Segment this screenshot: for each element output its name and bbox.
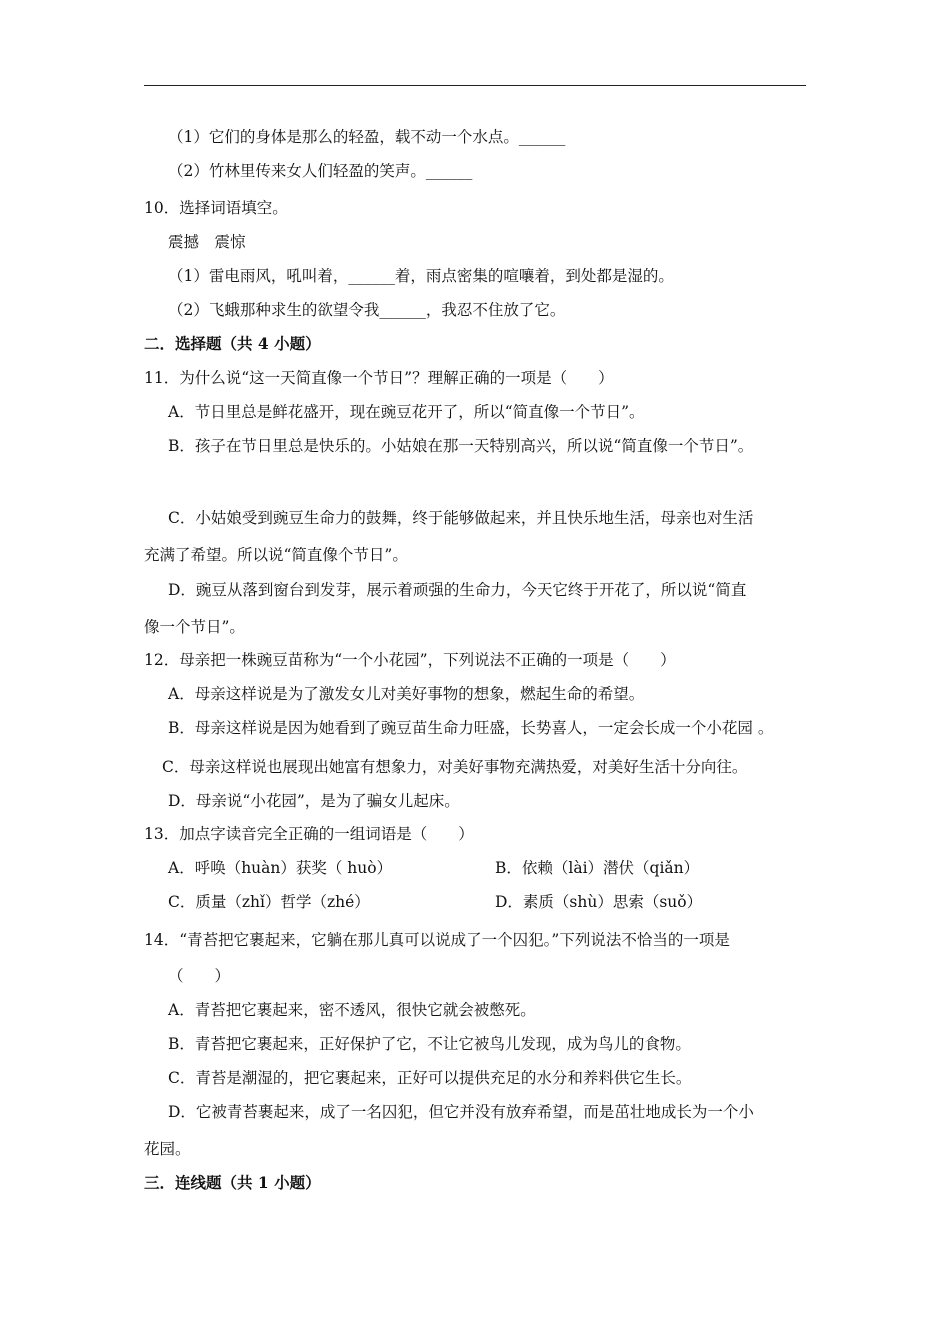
q9-item-2-blank: ______: [425, 162, 473, 180]
q14-option-c: C．青苔是潮湿的，把它裹起来，正好可以提供充足的水分和养料供它生长。: [168, 1069, 692, 1087]
q10-item-1-blank: ______: [348, 267, 395, 285]
q12-option-a: A．母亲这样说是为了激发女儿对美好事物的想象，燃起生命的希望。: [168, 685, 645, 703]
q13-option-b: B．依赖（lài）潜伏（qiǎn）: [495, 859, 700, 877]
q11-stem: 11．为什么说“这一天简直像一个节日”？理解正确的一项是（ ）: [144, 369, 614, 387]
q10-item-1: （1）雷电雨风，吼叫着，______着，雨点密集的喧嚷着，到处都是湿的。: [168, 267, 674, 285]
q11-option-b: B．孩子在节日里总是快乐的。小姑娘在那一天特别高兴，所以说“简直像一个节日”。: [168, 437, 754, 455]
q14-option-d: D．它被青苔裹起来，成了一名囚犯，但它并没有放弃希望，而是茁壮地成长为一个小: [168, 1103, 754, 1121]
q11-option-c-cont: 充满了希望。所以说“简直像个节日”。: [144, 546, 408, 564]
q13-option-a: A．呼唤（huàn）获奖（ huò）: [168, 859, 393, 877]
q10-title: 10．选择词语填空。: [144, 199, 288, 217]
q10-word-choices: 震撼 震惊: [168, 233, 246, 251]
q11-option-d-cont: 像一个节日”。: [144, 618, 245, 636]
q9-item-1-blank: ______: [518, 128, 566, 146]
q14-option-b: B．青苔把它裹起来，正好保护了它，不让它被鸟儿发现，成为鸟儿的食物。: [168, 1035, 691, 1053]
q10-item-2: （2）飞蛾那种求生的欲望令我______，我忍不住放了它。: [168, 301, 566, 319]
q13-stem: 13．加点字读音完全正确的一组词语是（ ）: [144, 825, 474, 843]
q13-option-d: D．素质（shù）思索（suǒ）: [495, 893, 703, 911]
q11-option-c: C．小姑娘受到豌豆生命力的鼓舞，终于能够做起来，并且快乐地生活，母亲也对生活: [168, 509, 754, 527]
q13-option-c: C．质量（zhǐ）哲学（zhé）: [168, 893, 370, 911]
q12-option-b: B．母亲这样说是因为她看到了豌豆苗生命力旺盛，长势喜人，一定会长成一个小花园 。: [168, 719, 774, 737]
q9-item-1: （1）它们的身体是那么的轻盈，载不动一个水点。______: [168, 128, 566, 146]
q12-stem: 12．母亲把一株豌豆苗称为“一个小花园”，下列说法不正确的一项是（ ）: [144, 651, 676, 669]
q9-item-2: （2）竹林里传来女人们轻盈的笑声。______: [168, 162, 473, 180]
q12-option-c: C．母亲这样说也展现出她富有想象力，对美好事物充满热爱，对美好生活十分向往。: [162, 758, 748, 776]
q14-option-a: A．青苔把它裹起来，密不透风，很快它就会被憋死。: [168, 1001, 536, 1019]
section-3-heading: 三．连线题（共 1 小题）: [144, 1173, 321, 1192]
q11-option-a: A．节日里总是鲜花盛开，现在豌豆花开了，所以“简直像一个节日”。: [168, 403, 645, 421]
q14-answer-paren: （ ）: [168, 967, 231, 985]
q11-option-d: D．豌豆从落到窗台到发芽，展示着顽强的生命力，今天它终于开花了，所以说“简直: [168, 581, 747, 599]
q14-stem: 14．“青苔把它裹起来，它躺在那儿真可以说成了一个囚犯。”下列说法不恰当的一项是: [144, 931, 730, 949]
header-rule: [144, 85, 806, 86]
q14-option-d-cont: 花园。: [144, 1140, 191, 1158]
q12-option-d: D．母亲说“小花园”，是为了骗女儿起床。: [168, 792, 460, 810]
section-2-heading: 二．选择题（共 4 小题）: [144, 334, 321, 353]
q10-item-2-blank: ______: [379, 301, 426, 319]
